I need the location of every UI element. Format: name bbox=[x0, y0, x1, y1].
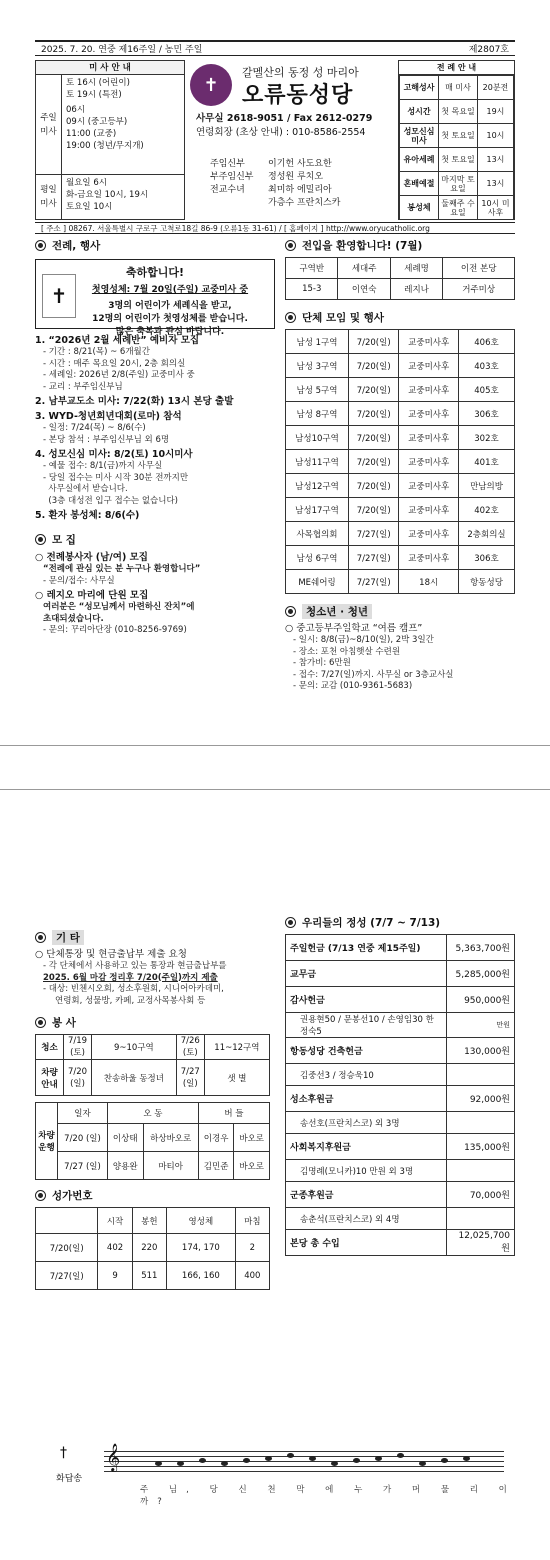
table-cell: 남성 6구역 bbox=[286, 546, 349, 570]
table-cell: 7/27 (일) bbox=[176, 1060, 204, 1096]
table-header: 영성체 bbox=[167, 1208, 236, 1234]
staff-list bbox=[190, 158, 395, 210]
table-row bbox=[286, 402, 515, 426]
table-cell: 샛 별 bbox=[204, 1060, 269, 1096]
liturgy-detail: - 세례일: 2026년 2/8(주일) 교중미사 중 bbox=[43, 370, 195, 380]
staff-name: 가층수 프란치스카 bbox=[268, 198, 341, 208]
table-header: 차량 운행 bbox=[36, 1103, 58, 1180]
recruit-text: 여러분은 “성모님께서 마련하신 잔치”에 bbox=[43, 602, 195, 612]
sunday-mass-label: 주일 미사 bbox=[36, 75, 62, 174]
music-note-icon bbox=[199, 1458, 206, 1463]
section-title: 모 집 bbox=[52, 534, 76, 546]
table-cell: 마티아 bbox=[143, 1152, 198, 1180]
liturgy-item: 3. WYD-청년희년대회(로마) 참석 bbox=[35, 411, 182, 422]
table-cell: 김민준 bbox=[198, 1152, 234, 1180]
table-cell: 사목협의회 bbox=[286, 522, 349, 546]
table-row bbox=[286, 1160, 515, 1182]
recruit-item: ○ 전례봉사자 (남/여) 모집 bbox=[35, 552, 148, 563]
church-name: 오류동성당 bbox=[242, 83, 354, 108]
congrats-line: 첫영성체: 7월 20일(주일) 교중미사 중 bbox=[91, 285, 249, 295]
table-cell: 7/20(일) bbox=[348, 402, 398, 426]
table-cell: 고해성사 bbox=[400, 76, 439, 100]
table-row bbox=[286, 546, 515, 570]
table-cell: 306호 bbox=[458, 546, 514, 570]
table-cell: 매 미사 bbox=[439, 76, 478, 100]
congrats-line: 많은 축복과 관심 바랍니다. bbox=[115, 327, 225, 337]
groups-table bbox=[285, 329, 515, 594]
table-cell: 10시 bbox=[477, 124, 513, 148]
liturgy-detail: - 본당 참석 : 부주임신부님 외 6명 bbox=[43, 434, 170, 445]
cross-icon: † bbox=[60, 1445, 67, 1461]
music-note-icon bbox=[287, 1453, 294, 1458]
table-cell: 교중미사후 bbox=[399, 402, 459, 426]
table-cell: 바오로 bbox=[234, 1124, 270, 1152]
youth-detail: - 장소: 포천 아침햇살 수련원 bbox=[293, 646, 401, 657]
youth-item: ○ 중고등부주일학교 “여름 캠프” bbox=[285, 623, 423, 634]
section-bullet-icon bbox=[35, 534, 46, 545]
table-row bbox=[286, 330, 515, 354]
offering-label: 권용현50 / 문봉선10 / 손영임30 한정숙5 bbox=[286, 1013, 447, 1038]
table-cell: 7/27(일) bbox=[36, 1262, 98, 1290]
music-note-icon bbox=[155, 1461, 162, 1466]
table-cell: 레지나 bbox=[390, 279, 442, 300]
congrats-line: 3명의 어린이가 세례식을 받고, bbox=[108, 301, 232, 311]
staff-role: 부주임신부 bbox=[210, 172, 254, 182]
youth-detail: - 문의: 교감 (010-9361-5683) bbox=[293, 681, 413, 691]
office-phone: 사무실 2618-9051 / Fax 2612-0279 bbox=[196, 113, 373, 124]
table-cell: 교중미사후 bbox=[399, 498, 459, 522]
table-header bbox=[36, 1208, 98, 1234]
table-cell: 둘째주 수요일 bbox=[439, 196, 478, 220]
table-cell: 7/27 (일) bbox=[58, 1152, 108, 1180]
liturgy-detail: - 기간 : 8/21(목) ~ 6개월간 bbox=[43, 347, 150, 357]
table-header: 세대주 bbox=[338, 258, 390, 279]
welcome-table bbox=[285, 257, 515, 300]
table-cell: 봉성체 bbox=[400, 196, 439, 220]
table-cell: 교중미사후 bbox=[399, 546, 459, 570]
weekday-mass-label: 평일 미사 bbox=[36, 175, 62, 219]
table-cell: 10시 미사후 bbox=[477, 196, 513, 220]
table-cell: 거주미상 bbox=[443, 279, 515, 300]
offering-label: 군종후원금 bbox=[286, 1182, 447, 1208]
table-row bbox=[286, 474, 515, 498]
mass-time: 11:00 (교중) bbox=[66, 129, 117, 139]
hymn-table bbox=[35, 1207, 270, 1290]
table-cell: 첫 토요일 bbox=[439, 124, 478, 148]
liturgy-detail: 사무실에서 받습니다. bbox=[43, 484, 128, 494]
table-cell: 7/20(일) bbox=[348, 426, 398, 450]
table-row bbox=[286, 987, 515, 1013]
staff-name: 최미하 에밀리아 bbox=[268, 185, 332, 195]
offering-label: 주일헌금 (7/13 연중 제15주일) bbox=[286, 935, 447, 961]
table-cell: 7/27(일) bbox=[348, 570, 398, 594]
table-cell: 성시간 bbox=[400, 100, 439, 124]
offering-label: 성소후원금 bbox=[286, 1086, 447, 1112]
table-cell: 남성11구역 bbox=[286, 450, 349, 474]
bulletin-header bbox=[35, 40, 515, 56]
table-header: 버 들 bbox=[198, 1103, 269, 1124]
table-row bbox=[286, 1182, 515, 1208]
offering-amount: 92,000원 bbox=[446, 1086, 514, 1112]
section-title: 전례, 행사 bbox=[52, 240, 101, 252]
liturgy-detail: - 교리 : 부주임신부님 bbox=[43, 381, 123, 392]
drive-table bbox=[35, 1102, 270, 1180]
table-cell: 7/26 (토) bbox=[176, 1035, 204, 1060]
music-note-icon bbox=[177, 1461, 184, 1466]
offering-amount bbox=[446, 1160, 514, 1182]
table-cell: 혼배예절 bbox=[400, 172, 439, 196]
section-bullet-icon bbox=[285, 606, 296, 617]
psalm-lyrics: 주 님, 당 신 천 막 에 누 가 머 물 리 이 까? bbox=[140, 1485, 516, 1507]
treble-clef-icon: 𝄞 bbox=[106, 1443, 121, 1471]
table-cell: 511 bbox=[132, 1262, 166, 1290]
music-note-icon bbox=[221, 1461, 228, 1466]
staff-role: 전교수녀 bbox=[210, 185, 245, 195]
table-header: 구역반 bbox=[286, 258, 338, 279]
page-one bbox=[0, 0, 550, 745]
offering-label: 항동성당 건축헌금 bbox=[286, 1038, 447, 1064]
offering-amount: 만원 bbox=[446, 1013, 514, 1038]
offering-amount bbox=[446, 1208, 514, 1230]
table-row bbox=[286, 1112, 515, 1134]
liturgy-item: 1. “2026년 2월 세례반” 예비자 모집 bbox=[35, 335, 200, 346]
table-cell: 이경우 bbox=[198, 1124, 234, 1152]
staff-role: 주임신부 bbox=[210, 159, 245, 169]
table-cell: 남성 8구역 bbox=[286, 402, 349, 426]
offering-amount: 12,025,700원 bbox=[446, 1230, 514, 1256]
table-cell: 7/19 (토) bbox=[64, 1035, 92, 1060]
offering-label: 김중선3 / 정승욱10 bbox=[286, 1064, 447, 1086]
table-cell: 7/20(일) bbox=[348, 330, 398, 354]
section-title: 우리들의 정성 (7/7 ~ 7/13) bbox=[302, 917, 441, 929]
recruit-item: ○ 레지오 마리에 단원 모집 bbox=[35, 590, 149, 601]
offering-amount: 950,000원 bbox=[446, 987, 514, 1013]
youth-detail: - 일시: 8/8(금)~8/10(일), 2박 3일간 bbox=[293, 635, 434, 645]
etc-text: - 대상: 빈첸시오회, 성소후원회, 시니어아카데미, bbox=[43, 984, 224, 994]
contact-phone: 연령회장 (초상 안내) : 010-8586-2554 bbox=[196, 127, 366, 138]
table-cell: 174, 170 bbox=[167, 1234, 236, 1262]
mass-time: 06시 bbox=[66, 105, 86, 115]
table-cell: 7/20(일) bbox=[348, 378, 398, 402]
staff-name: 이기헌 사도요한 bbox=[268, 159, 332, 169]
bulletin-date: 2025. 7. 20. 연중 제16주일 / 농민 주일 bbox=[41, 45, 203, 55]
table-cell: 7/27(일) bbox=[348, 522, 398, 546]
etc-item: ○ 단체통장 및 현금출납부 제출 요청 bbox=[35, 949, 187, 960]
table-header: 이전 본당 bbox=[443, 258, 515, 279]
table-row bbox=[286, 354, 515, 378]
table-cell: 하상바오로 bbox=[143, 1124, 198, 1152]
liturgy-detail: - 당일 접수는 미사 시작 30분 전까지만 bbox=[43, 472, 189, 483]
section-bullet-icon bbox=[35, 1190, 46, 1201]
etc-text: - 각 단체에서 사용하고 있는 통장과 현금출납부를 bbox=[43, 961, 227, 971]
table-row bbox=[286, 1086, 515, 1112]
table-cell: 20분전 bbox=[477, 76, 513, 100]
page-two bbox=[0, 790, 550, 1560]
table-header: 시작 bbox=[98, 1208, 132, 1234]
table-cell: 첫 목요일 bbox=[439, 100, 478, 124]
mass-time: 토 19시 (특전) bbox=[66, 90, 122, 100]
table-cell: 7/20(일) bbox=[348, 354, 398, 378]
table-cell: 15-3 bbox=[286, 279, 338, 300]
liturgy-item: 5. 환자 봉성체: 8/6(수) bbox=[35, 510, 140, 521]
table-cell: 220 bbox=[132, 1234, 166, 1262]
table-cell: 2 bbox=[235, 1234, 269, 1262]
candle-icon: ✝ bbox=[42, 274, 76, 318]
section-title: 전입을 환영합니다! (7월) bbox=[302, 240, 423, 252]
right-column bbox=[285, 238, 515, 693]
left-column bbox=[35, 930, 270, 1290]
issue-number: 제2807호 bbox=[468, 45, 509, 55]
table-row bbox=[286, 522, 515, 546]
table-cell: 찬송하울 동정녀 bbox=[92, 1060, 177, 1096]
table-cell: 7/20 (일) bbox=[64, 1060, 92, 1096]
table-row bbox=[286, 935, 515, 961]
table-cell: 9 bbox=[98, 1262, 132, 1290]
table-cell: 13시 bbox=[477, 148, 513, 172]
section-bullet-icon bbox=[35, 240, 46, 251]
table-cell: 바오로 bbox=[234, 1152, 270, 1180]
table-cell: 성모신심 미사 bbox=[400, 124, 439, 148]
table-row bbox=[286, 1208, 515, 1230]
service-table bbox=[35, 1034, 270, 1096]
table-row bbox=[286, 1064, 515, 1086]
table-cell: 남성 5구역 bbox=[286, 378, 349, 402]
liturgy-item: 4. 성모신심 미사: 8/2(토) 10시미사 bbox=[35, 449, 193, 460]
left-column bbox=[35, 238, 275, 637]
youth-detail: - 참가비: 6만원 bbox=[293, 658, 351, 668]
offering-label: 송선호(프란치스코) 외 3명 bbox=[286, 1112, 447, 1134]
table-cell: 7/20(일) bbox=[36, 1234, 98, 1262]
church-subtitle: 갈멜산의 동정 성 마리아 bbox=[242, 66, 359, 79]
psalm-music bbox=[56, 1443, 520, 1507]
table-cell: 405호 bbox=[458, 378, 514, 402]
table-cell: 7/20(일) bbox=[348, 450, 398, 474]
church-logo-icon: ✝ bbox=[190, 64, 232, 106]
recruit-text: - 문의: 꾸리아단장 (010-8256-9769) bbox=[43, 625, 187, 635]
address-bar: [ 주소 ] 08267. 서울특별시 구로구 고척로18길 86-9 (오류1동 31-61) / [ 홈페이지 ] http://www.oryucatholic.org bbox=[35, 222, 515, 234]
table-cell: 교중미사후 bbox=[399, 450, 459, 474]
section-bullet-icon bbox=[285, 917, 296, 928]
table-cell: 7/20(일) bbox=[348, 474, 398, 498]
table-cell: 교중미사후 bbox=[399, 522, 459, 546]
music-note-icon bbox=[441, 1458, 448, 1463]
table-cell: 7/20 (일) bbox=[58, 1124, 108, 1152]
liturgy-guide bbox=[398, 60, 515, 220]
section-title: 기 타 bbox=[52, 930, 84, 945]
table-cell: 402호 bbox=[458, 498, 514, 522]
table-row bbox=[286, 498, 515, 522]
music-note-icon bbox=[309, 1456, 316, 1461]
table-cell: 교중미사후 bbox=[399, 378, 459, 402]
table-cell: 2층회의실 bbox=[458, 522, 514, 546]
offering-amount bbox=[446, 1112, 514, 1134]
mass-time: 토요일 10시 bbox=[66, 202, 113, 212]
table-cell: 마지막 토요일 bbox=[439, 172, 478, 196]
table-cell: 이연숙 bbox=[338, 279, 390, 300]
table-header: 청소 bbox=[36, 1035, 64, 1060]
table-row bbox=[286, 961, 515, 987]
table-cell: 7/20(일) bbox=[348, 498, 398, 522]
section-bullet-icon bbox=[35, 1017, 46, 1028]
table-cell: 양용완 bbox=[107, 1152, 143, 1180]
recruit-text: “전례에 관심 있는 분 누구나 환영합니다” bbox=[43, 564, 201, 574]
congrats-title: 축하합니다! bbox=[125, 266, 185, 279]
table-row bbox=[286, 1013, 515, 1038]
music-note-icon bbox=[419, 1461, 426, 1466]
table-cell: 402 bbox=[98, 1234, 132, 1262]
recruit-text: - 문의/접수: 사무실 bbox=[43, 575, 115, 586]
table-header: 봉헌 bbox=[132, 1208, 166, 1234]
section-bullet-icon bbox=[35, 932, 46, 943]
table-cell: 406호 bbox=[458, 330, 514, 354]
table-header: 차량 안내 bbox=[36, 1060, 64, 1096]
table-cell: 403호 bbox=[458, 354, 514, 378]
liturgy-detail: - 예물 접수: 8/1(금)까지 사무실 bbox=[43, 461, 163, 471]
table-cell: 교중미사후 bbox=[399, 354, 459, 378]
table-cell: 401호 bbox=[458, 450, 514, 474]
table-row bbox=[286, 1038, 515, 1064]
mass-title: 미 사 안 내 bbox=[36, 61, 184, 75]
table-cell: 13시 bbox=[477, 172, 513, 196]
offering-amount bbox=[446, 1064, 514, 1086]
section-title: 단체 모임 및 행사 bbox=[302, 312, 384, 324]
mass-time: 토 16시 (어린이) bbox=[66, 78, 130, 88]
staff-name: 정성원 루치오 bbox=[268, 172, 324, 182]
table-cell: 남성17구역 bbox=[286, 498, 349, 522]
offering-label: 본당 총 수입 bbox=[286, 1230, 447, 1256]
offering-amount: 135,000원 bbox=[446, 1134, 514, 1160]
table-header: 세례명 bbox=[390, 258, 442, 279]
liturgy-detail: - 시간 : 매주 목요일 20시, 2층 회의실 bbox=[43, 358, 186, 369]
offering-label: 감사헌금 bbox=[286, 987, 447, 1013]
music-note-icon bbox=[463, 1456, 470, 1461]
section-title: 성가번호 bbox=[52, 1190, 93, 1202]
offering-amount: 5,363,700원 bbox=[446, 935, 514, 961]
table-row bbox=[286, 378, 515, 402]
mass-time: 09시 (중고등부) bbox=[66, 117, 128, 127]
mass-time: 월요일 6시 bbox=[66, 178, 107, 188]
section-title: 청소년 · 청년 bbox=[302, 604, 372, 619]
church-info bbox=[190, 60, 395, 220]
table-cell: 166, 160 bbox=[167, 1262, 236, 1290]
liturgy-guide-title: 전 례 안 내 bbox=[399, 61, 514, 75]
recruit-text: 초대되셨습니다. bbox=[43, 613, 104, 624]
table-row bbox=[286, 450, 515, 474]
table-cell: 이상태 bbox=[107, 1124, 143, 1152]
table-cell: 18시 bbox=[399, 570, 459, 594]
table-cell: 남성 1구역 bbox=[286, 330, 349, 354]
section-title: 봉 사 bbox=[52, 1017, 76, 1029]
table-header: 일자 bbox=[58, 1103, 108, 1124]
page-divider bbox=[0, 745, 550, 790]
table-cell: 남성10구역 bbox=[286, 426, 349, 450]
etc-text: 2025. 6월 마감 정리후 7/20(주일)까지 제출 bbox=[43, 972, 218, 983]
offering-label: 송춘석(프란치스코) 외 4명 bbox=[286, 1208, 447, 1230]
mass-time: 화-금요일 10시, 19시 bbox=[66, 190, 149, 200]
music-note-icon bbox=[331, 1461, 338, 1466]
music-note-icon bbox=[243, 1458, 250, 1463]
mass-schedule bbox=[35, 60, 185, 220]
music-note-icon bbox=[397, 1453, 404, 1458]
table-cell: 교중미사후 bbox=[399, 330, 459, 354]
music-note-icon bbox=[265, 1456, 272, 1461]
table-cell: 첫 토요일 bbox=[439, 148, 478, 172]
table-cell: 유아세례 bbox=[400, 148, 439, 172]
table-header: 오 동 bbox=[107, 1103, 198, 1124]
table-cell: 400 bbox=[235, 1262, 269, 1290]
table-cell: 만남의방 bbox=[458, 474, 514, 498]
table-cell: ME쉐어링 bbox=[286, 570, 349, 594]
liturgy-item: 2. 남부교도소 미사: 7/22(화) 13시 본당 출발 bbox=[35, 396, 234, 407]
table-cell: 남성12구역 bbox=[286, 474, 349, 498]
section-bullet-icon bbox=[285, 312, 296, 323]
liturgy-detail: - 일정: 7/24(목) ~ 8/6(수) bbox=[43, 423, 146, 433]
table-cell: 항동성당 bbox=[458, 570, 514, 594]
right-column bbox=[285, 915, 515, 1256]
congrats-line: 12명의 어린이가 첫영성체를 받습니다. bbox=[92, 314, 248, 324]
table-cell: 302호 bbox=[458, 426, 514, 450]
table-cell: 남성 3구역 bbox=[286, 354, 349, 378]
table-cell: 306호 bbox=[458, 402, 514, 426]
table-row bbox=[286, 570, 515, 594]
music-note-icon bbox=[353, 1458, 360, 1463]
mass-time: 19:00 (청년/무지개) bbox=[66, 141, 144, 151]
psalm-label: 화답송 bbox=[56, 1474, 83, 1484]
congrats-box bbox=[35, 259, 275, 337]
table-header: 마침 bbox=[235, 1208, 269, 1234]
table-cell: 7/27(일) bbox=[348, 546, 398, 570]
table-cell: 19시 bbox=[477, 100, 513, 124]
table-cell: 9~10구역 bbox=[92, 1035, 177, 1060]
staff-role bbox=[190, 197, 268, 210]
offering-label: 김명례(모니카)10 만원 외 3명 bbox=[286, 1160, 447, 1182]
music-note-icon bbox=[375, 1456, 382, 1461]
offering-table bbox=[285, 934, 515, 1256]
offering-amount: 130,000원 bbox=[446, 1038, 514, 1064]
offering-label: 교무금 bbox=[286, 961, 447, 987]
table-row bbox=[286, 1134, 515, 1160]
offering-amount: 5,285,000원 bbox=[446, 961, 514, 987]
table-cell: 교중미사후 bbox=[399, 426, 459, 450]
offering-label: 사회복지후원금 bbox=[286, 1134, 447, 1160]
youth-detail: - 접수: 7/27(일)까지. 사무실 or 3층교사실 bbox=[293, 669, 454, 680]
section-bullet-icon bbox=[285, 240, 296, 251]
liturgy-detail: (3층 대성전 입구 접수는 없습니다) bbox=[43, 495, 178, 506]
offering-amount: 70,000원 bbox=[446, 1182, 514, 1208]
table-cell: 교중미사후 bbox=[399, 474, 459, 498]
etc-text: 연령회, 성물방, 카페, 교정사목봉사회 등 bbox=[55, 995, 206, 1006]
table-row bbox=[286, 1230, 515, 1256]
table-cell: 11~12구역 bbox=[204, 1035, 269, 1060]
table-row bbox=[286, 426, 515, 450]
